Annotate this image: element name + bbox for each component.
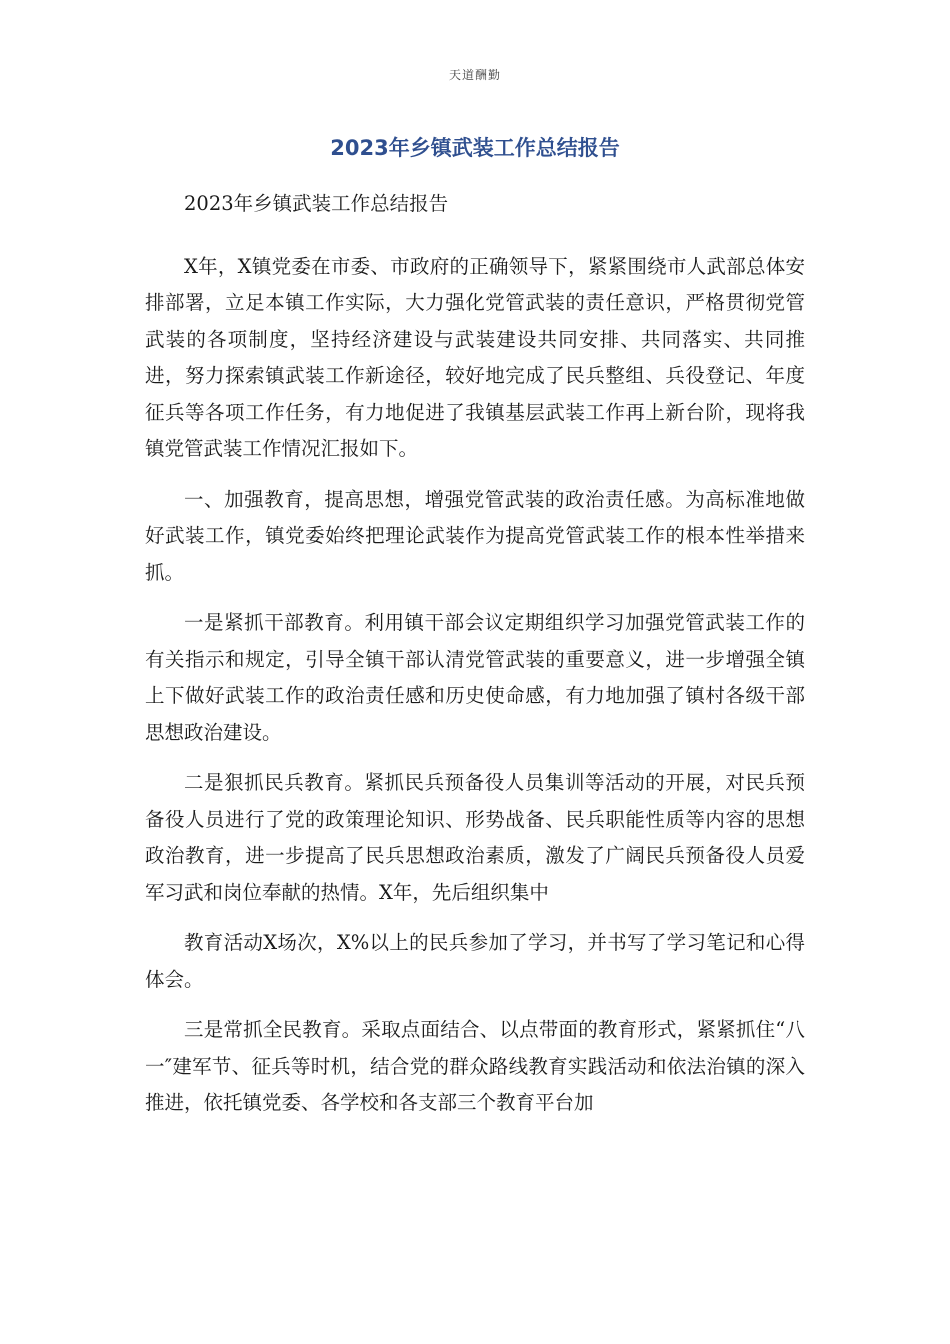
document-body — [145, 186, 805, 1136]
document-subtitle: 2023年乡镇武装工作总结报告 — [184, 192, 449, 215]
paragraph-public-education: 三是常抓全民教育。采取点面结合、以点带面的教育形式，紧紧抓住“八一″建军节、征兵等时机，结合党的群众路线教育实践活动和依法治镇的深入推进，依托镇党委、各学校和各支部三个教育平台加 — [145, 1018, 805, 1114]
page-header: 天道酬勤 — [448, 68, 501, 82]
paragraph-militia-education: 二是狠抓民兵教育。紧抓民兵预备役人员集训等活动的开展，对民兵预备役人员进行了党的政策理论知识、形势战备、民兵职能性质等内容的思想政治教育，进一步提高了民兵思想政治素质，激发了广阔民兵预备役人员爱军习武和岗位奉献的热情。X年，先后组织集中 — [145, 771, 805, 904]
document-title: 2023年乡镇武装工作总结报告 — [330, 136, 620, 160]
paragraph-education-activities: 教育活动X场次，X%以上的民兵参加了学习，并书写了学习笔记和心得体会。 — [145, 931, 805, 991]
paragraph-cadre-education: 一是紧抓干部教育。利用镇干部会议定期组织学习加强党管武装工作的有关指示和规定，引导全镇干部认清党管武装的重要意义，进一步增强全镇上下做好武装工作的政治责任感和历史使命感，有力地加强了镇村各级干部思想政治建设。 — [145, 611, 805, 744]
paragraph-section-one: 一、加强教育，提高思想，增强党管武装的政治责任感。为高标准地做好武装工作，镇党委始终把理论武装作为提高党管武装工作的根本性举措来抓。 — [145, 487, 805, 584]
paragraph-intro: X年，X镇党委在市委、市政府的正确领导下，紧紧围绕市人武部总体安排部署，立足本镇工作实际，大力强化党管武装的责任意识，严格贯彻党管武装的各项制度，坚持经济建设与武装建设共同安排、共同落实、共同推进，努力探索镇武装工作新途径，较好地完成了民兵整组、兵役登记、年度征兵等各项工作任务，有力地促进了我镇基层武装工作再上新台阶，现将我镇党管武装工作情况汇报如下。 — [145, 254, 805, 460]
